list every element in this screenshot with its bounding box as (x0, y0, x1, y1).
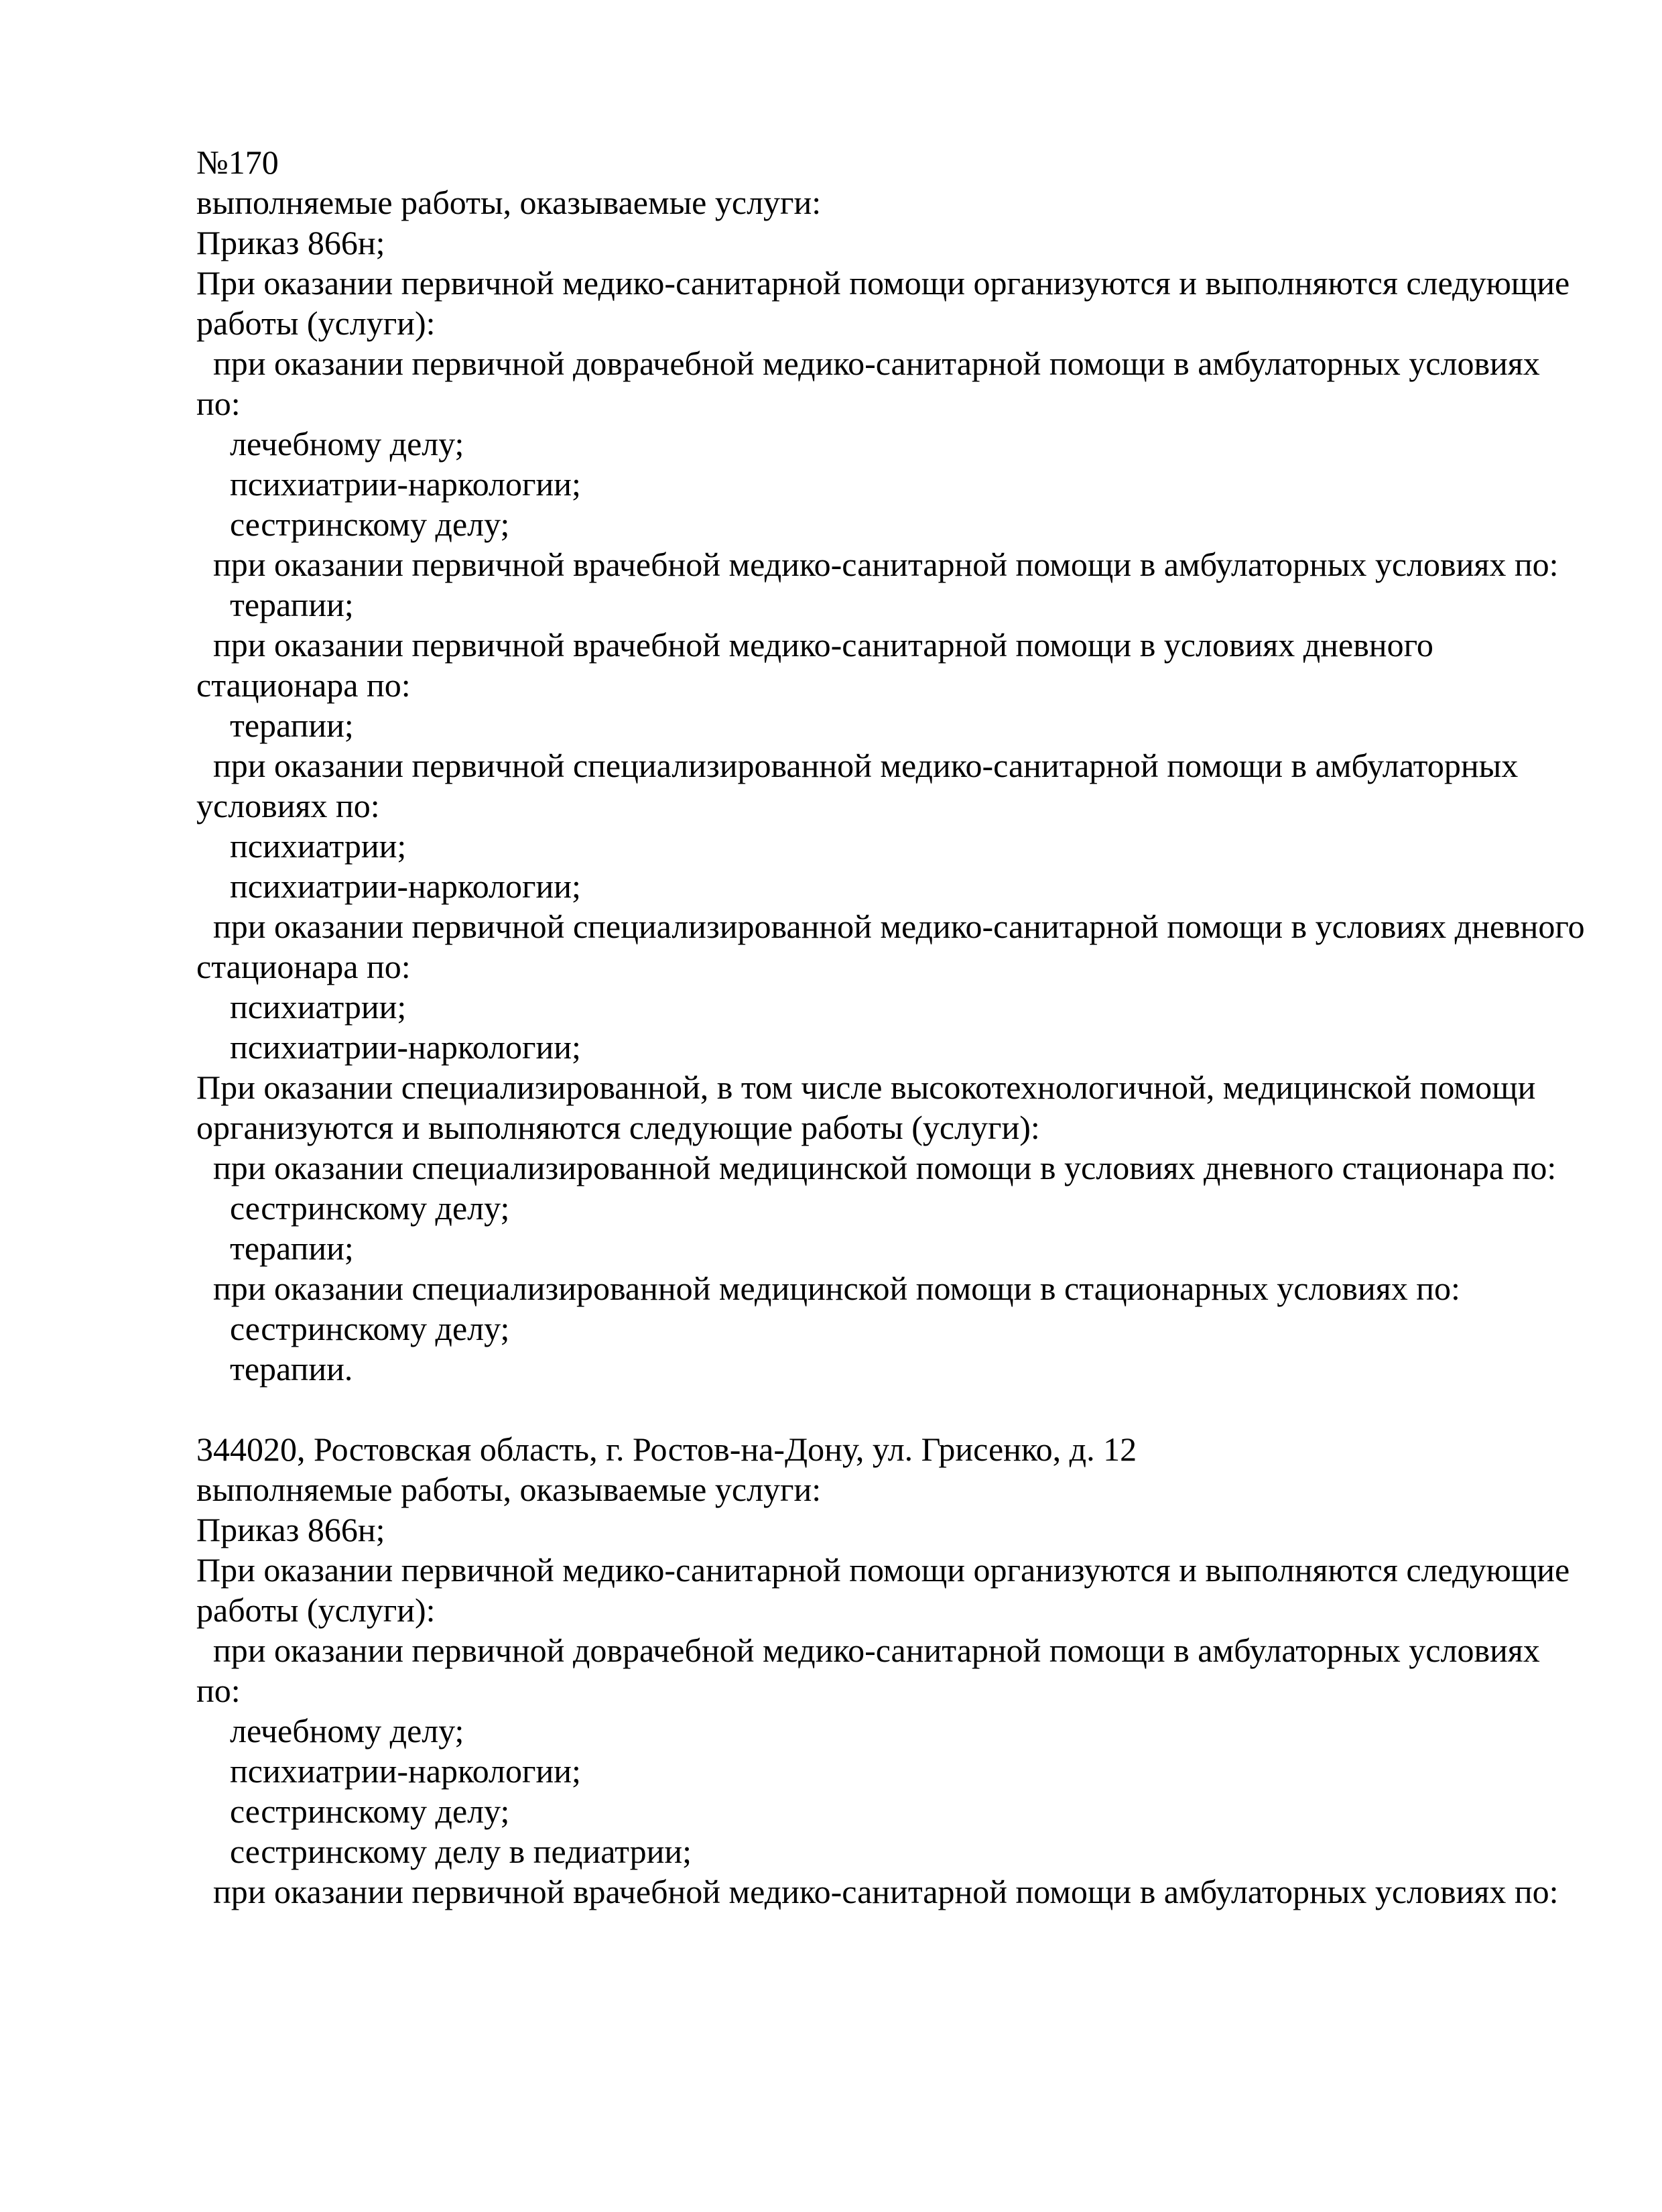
document-line: психиатрии-наркологии; (230, 867, 581, 905)
document-line: психиатрии-наркологии; (230, 465, 581, 503)
document-line: лечебному делу; (230, 425, 464, 463)
document-line: выполняемые работы, оказываемые услуги: (196, 184, 822, 221)
document-line: условиях по: (196, 787, 380, 824)
document-line: стационара по: (196, 948, 411, 985)
document-line: психиатрии-наркологии; (230, 1028, 581, 1066)
document-line: При оказании первичной медико-санитарной помощи организуются и выполняются следующие (196, 1551, 1570, 1589)
document-line: Приказ 866н; (196, 1511, 385, 1548)
document-line: организуются и выполняются следующие работы (услуги): (196, 1109, 1040, 1146)
document-line: при оказании первичной доврачебной медико-санитарной помощи в амбулаторных условиях (213, 1632, 1540, 1669)
document-line: терапии; (230, 1229, 354, 1267)
document-line: №170 (196, 143, 279, 181)
document-line: выполняемые работы, оказываемые услуги: (196, 1471, 822, 1508)
document-line: при оказании первичной специализированной медико-санитарной помощи в условиях дневного (213, 908, 1585, 945)
document-line: Приказ 866н; (196, 224, 385, 261)
document-line: при оказании первичной врачебной медико-санитарной помощи в амбулаторных условиях по: (213, 1873, 1559, 1910)
document-line: стационара по: (196, 666, 411, 704)
document-line: сестринскому делу; (230, 1310, 510, 1347)
document-line: при оказании специализированной медицинской помощи в стационарных условиях по: (213, 1270, 1460, 1307)
document-line: сестринскому делу в педиатрии; (230, 1833, 692, 1870)
document-line: психиатрии; (230, 988, 407, 1026)
document-line: при оказании первичной врачебной медико-санитарной помощи в амбулаторных условиях по: (213, 546, 1559, 583)
document-line: по: (196, 385, 241, 422)
document-line: работы (услуги): (196, 1591, 436, 1629)
document-line: при оказании первичной врачебной медико-санитарной помощи в условиях дневного (213, 626, 1433, 664)
document-line: психиатрии; (230, 827, 407, 865)
document-line: терапии; (230, 706, 354, 744)
document-line: При оказании специализированной, в том числе высокотехнологичной, медицинской помощи (196, 1068, 1536, 1106)
document-line: терапии. (230, 1350, 353, 1388)
document-line: сестринскому делу; (230, 1792, 510, 1830)
blank-line (196, 1389, 1561, 1429)
document-line: при оказании первичной доврачебной медико-санитарной помощи в амбулаторных условиях (213, 345, 1540, 382)
document-line: сестринскому делу; (230, 1189, 510, 1227)
document-line: терапии; (230, 586, 354, 623)
document-line: сестринскому делу; (230, 505, 510, 543)
document-line: по: (196, 1672, 241, 1709)
document-line: при оказании специализированной медицинской помощи в условиях дневного стационара по: (213, 1149, 1557, 1186)
document-line: лечебному делу; (230, 1712, 464, 1749)
document-line: 344020, Ростовская область, г. Ростов-на-Дону, ул. Грисенко, д. 12 (196, 1430, 1137, 1468)
document-line: при оказании первичной специализированной медико-санитарной помощи в амбулаторных (213, 747, 1519, 784)
document-line: работы (услуги): (196, 304, 436, 342)
document-line: психиатрии-наркологии; (230, 1752, 581, 1790)
document-line: При оказании первичной медико-санитарной помощи организуются и выполняются следующие (196, 264, 1570, 302)
document-text-block (196, 142, 1585, 1912)
